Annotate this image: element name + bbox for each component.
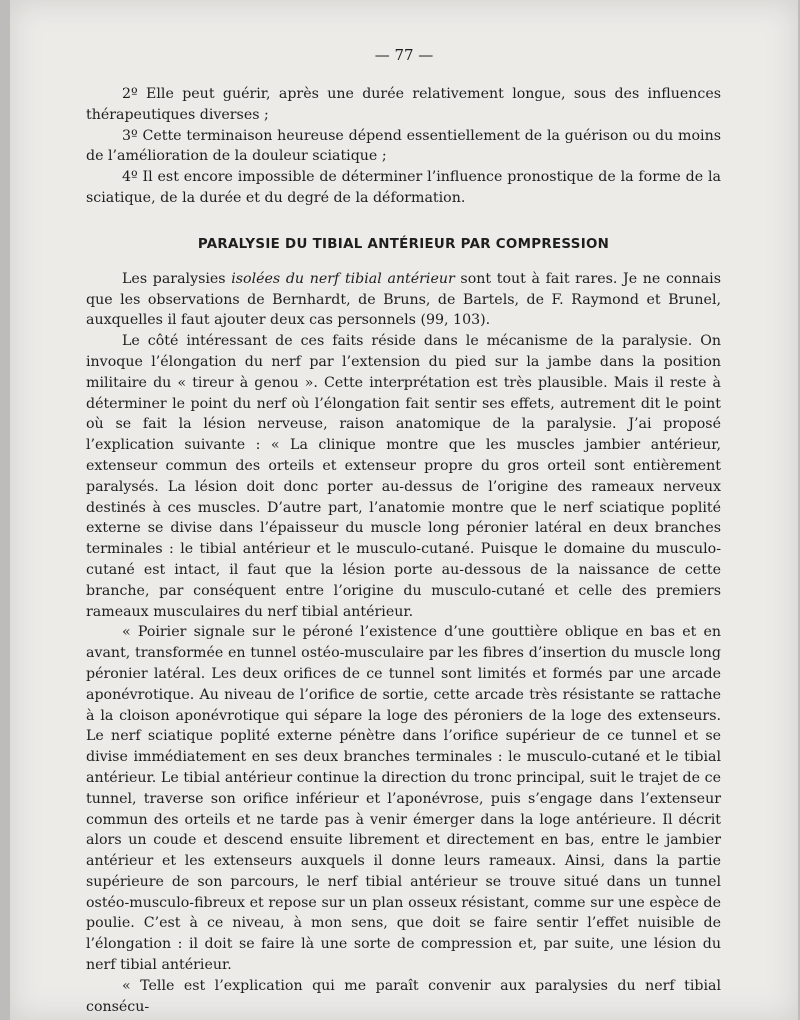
paragraph-1-end: sont tout à fait rares. Je ne connais que les observations de Bernhardt, de Bruns, de Bartels, de F. Raymond et Brunel, auxquelles il faut ajouter deux cas personnels (99, 103). <box>86 270 721 329</box>
list-item-3: 3º Cette terminaison heureuse dépend essentiellement de la guérison ou du moins de l’amélioration de la douleur sciatique ; <box>86 127 721 165</box>
list-item-2: 2º Elle peut guérir, après une durée relativement longue, sous des influences thérapeutiques diverses ; <box>86 86 721 123</box>
paragraph-4: « Telle est l’explication qui me paraît convenir aux paralysies du nerf tibial consécu- <box>86 977 721 1015</box>
section-title: PARALYSIE DU TIBIAL ANTÉRIEUR PAR COMPRESSION <box>197 236 610 252</box>
paragraph-3: « Poirier signale sur le péroné l’existence d’une gouttière oblique en bas et en avant, transformée en tunnel ostéo-musculaire par les fibres d’insertion du muscle long péronier latéral. Les deux orifices de ce tunnel sont limités et formés par une arcade aponévrotique. Au niveau de l’orifice de sortie, cette arcade très résistante se rattache à la cloison aponévrotique qui sépare la loge des péroniers de la loge des extenseurs. Le nerf sciatique poplité externe pénètre dans l’orifice supérieur de ce tunnel et se divise immédiatement en ses deux branches terminales : le musculo-cutané et le tibial antérieur. Le tibial antérieur continue la direction du tronc principal, suit le trajet de ce tunnel, traverse son orifice inférieur et l’aponévrose, puis s’engage dans l’extenseur commun des orteils et ne tarde pas à venir émerger dans la loge antérieure. Il décrit alors un coude et descend ensuite librement et directement en bas, entre le jambier antérieur et les extenseurs auxquels il donne leurs rameaux. Ainsi, dans la partie supérieure de son parcours, le nerf tibial antérieur se trouve situé dans un tunnel ostéo-musculo-fibreux et repose sur un plan osseux résistant, comme sur une espèce de poulie. C’est à ce niveau, à mon sens, que doit se faire sentir l’effet nuisible de l’élongation : il doit se faire là une sorte de compression et, par suite, une lésion du nerf tibial antérieur. <box>86 624 721 974</box>
paragraph-1-start: Les paralysies <box>122 270 232 287</box>
body-text <box>86 84 721 1017</box>
paragraph-2: Le côté intéressant de ces faits réside dans le mécanisme de la paralysie. On invoque l’élongation du nerf par l’extension du pied sur la jambe dans la position militaire du « tireur à genou ». Cette interprétation est très plausible. Mais il reste à déterminer le point du nerf où l’élongation fait sentir ses effets, autrement dit le point où se fait la lésion nerveuse, raison anatomique de la paralysie. J’ai proposé l’explication suivante : « La clinique montre que les muscles jambier antérieur, extenseur commun des orteils et extenseur propre du gros orteil sont entièrement paralysés. La lésion doit donc porter au-dessus de l’origine des rameaux nerveux destinés à ces muscles. D’autre part, l’anatomie montre que le nerf sciatique poplité externe se divise dans l’épaisseur du muscle long péronier latéral en deux branches terminales : le tibial antérieur et le musculo-cutané. Puisque le domaine du musculo-cutané est intact, il faut que la lésion porte au-dessous de la naissance de cette branche, par conséquent entre l’origine du musculo-cutané et celle des premiers rameaux musculaires du nerf tibial antérieur. <box>86 333 721 620</box>
paragraph-1-italic: isolées du nerf tibial antérieur <box>231 270 455 287</box>
page-number: — 77 — <box>374 46 434 64</box>
list-item-4: 4º Il est encore impossible de déterminer l’influence pronostique de la forme de la sciatique, de la durée et du degré de la déformation. <box>86 169 721 206</box>
book-page <box>10 0 798 1020</box>
paragraph-1 <box>86 269 721 331</box>
